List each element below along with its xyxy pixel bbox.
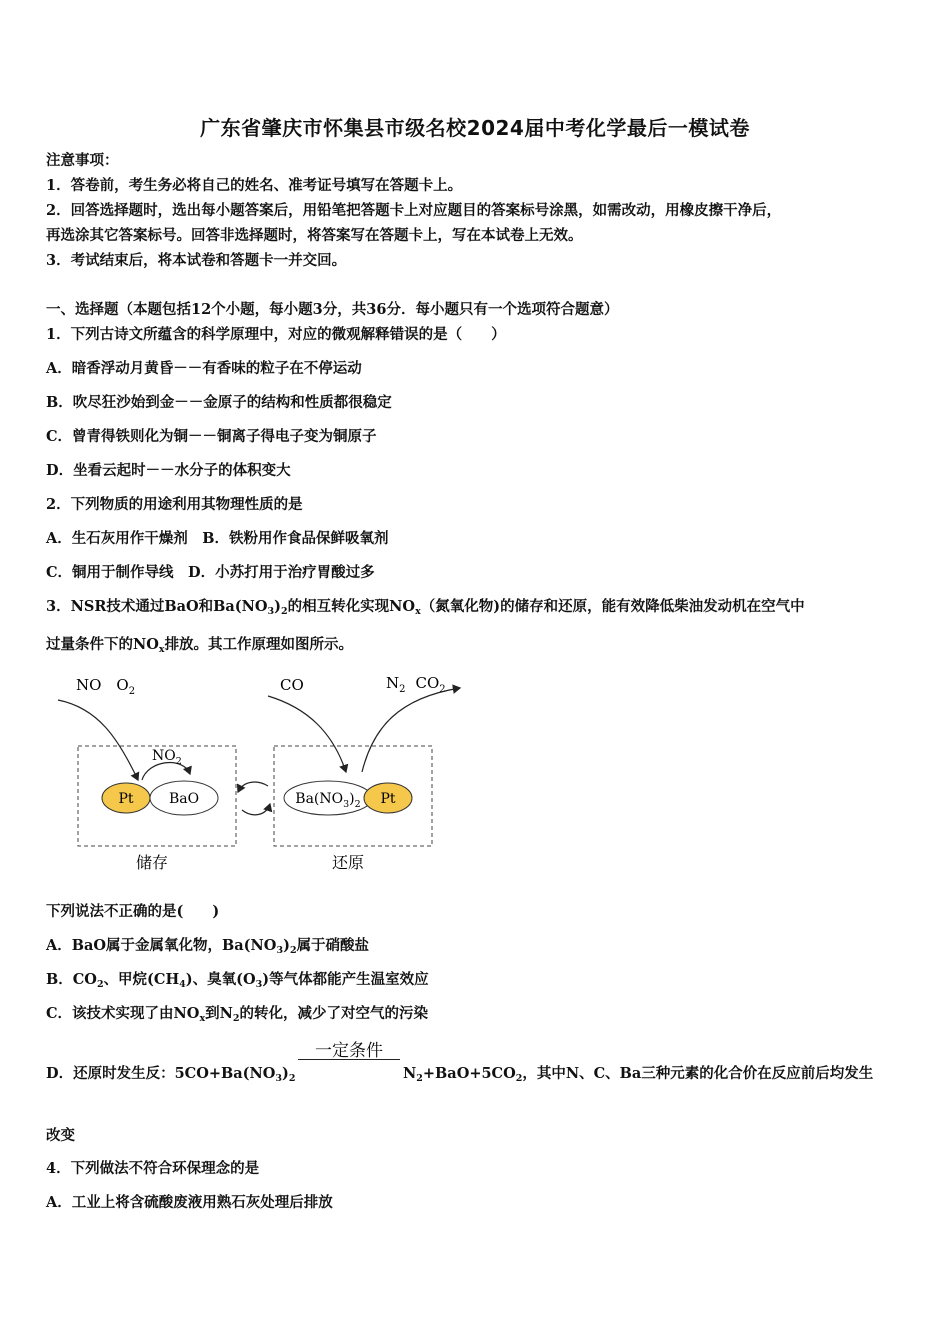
q2-options-row1: A．生石灰用作干燥剂 B．铁粉用作食品保鲜吸氧剂 (46, 530, 389, 547)
cycle-arrow-bottom (242, 804, 270, 815)
q3-option-c: C．该技术实现了由$NO_x$到$N_2$的转化，减少了对空气的污染 (46, 1005, 428, 1024)
q3-ask: 下列说法不正确的是( ) (46, 903, 220, 920)
notice-item: 2．回答选择题时，选出每小题答案后，用铅笔把答题卡上对应题目的答案标号涂黑，如需改动，用橡皮擦干净后， (46, 202, 782, 219)
q1-option-d: D．坐看云起时－－水分子的体积变大 (46, 462, 291, 479)
input-gases-left: NO $O_2$ (76, 676, 136, 697)
bano3-label: $Ba(NO_3)_2$ (295, 791, 361, 810)
page-title: 广东省肇庆市怀集县市级名校2024届中考化学最后一模试卷 (200, 116, 750, 140)
pt-label-right: Pt (380, 791, 396, 807)
notice-heading: 注意事项： (46, 152, 119, 169)
pt-label-left: Pt (118, 791, 134, 807)
q2-options-row2: C．铜用于制作导线 D．小苏打用于治疗胃酸过多 (46, 564, 375, 581)
store-label: 储存 (135, 853, 169, 872)
reaction-condition: 一定条件 (315, 1041, 383, 1061)
section-heading: 一、选择题（本题包括12个小题，每小题3分，共36分．每小题只有一个选项符合题意） (46, 301, 619, 318)
q1-stem: 1．下列古诗文所蕴含的科学原理中，对应的微观解释错误的是（ ） (46, 326, 506, 343)
q3-option-d-cont: 改变 (46, 1127, 75, 1144)
arrow-no2 (142, 763, 190, 780)
notice-item: 3．考试结束后，将本试卷和答题卡一并交回。 (46, 252, 347, 269)
q1-option-b: B．吹尽狂沙始到金－－金原子的结构和性质都很稳定 (46, 394, 392, 411)
q1-option-c: C．曾青得铁则化为铜－－铜离子得电子变为铜原子 (46, 428, 377, 445)
q3-option-d-products: $N_2+BaO+5CO_2$，其中N、C、Ba三种元素的化合价在反应前后均发生 (403, 1065, 874, 1084)
arrow-in-left (58, 700, 138, 780)
q4-option-a: A．工业上将含硫酸废液用熟石灰处理后排放 (46, 1194, 333, 1211)
bao-label: BaO (168, 791, 200, 807)
reaction-arrow-line (298, 1059, 400, 1060)
input-gas-co: CO (280, 676, 304, 694)
arrow-in-co (268, 696, 346, 772)
notice-item: 再选涂其它答案标号。回答非选择题时，将答案写在答题卡上，写在本试卷上无效。 (46, 227, 583, 244)
arrow-out (362, 688, 460, 772)
q3-option-d: D．还原时发生反：$5CO+Ba(NO_3)_2$ (46, 1065, 296, 1084)
notice-item: 1．答卷前，考生务必将自己的姓名、准考证号填写在答题卡上。 (46, 177, 463, 194)
q3-stem-cont: 过量条件下的$NO_x$排放。其工作原理如图所示。 (46, 636, 354, 655)
no2-label: $NO_2$ (152, 748, 182, 767)
q3-option-b: B．$CO_2$、甲烷$(CH_4)$、臭氧$(O_3)$等气体都能产生温室效应 (46, 971, 429, 990)
q2-stem: 2．下列物质的用途利用其物理性质的是 (46, 496, 303, 513)
cycle-arrow-top (238, 782, 268, 792)
q3-stem: 3．NSR技术通过BaO和$Ba(NO_3)_2$的相互转化实现$NO_x$（氮氧化物)的储存和还原，能有效降低柴油发动机在空气中 (46, 598, 805, 617)
output-gases: $N_2$ $CO_2$ (386, 674, 446, 695)
q4-stem: 4．下列做法不符合环保理念的是 (46, 1160, 260, 1177)
q3-option-a: A．BaO属于金属氧化物，$Ba(NO_3)_2$属于硝酸盐 (46, 937, 370, 956)
nsr-diagram (48, 668, 478, 878)
reduce-label: 还原 (331, 853, 365, 872)
q1-option-a: A．暗香浮动月黄昏－－有香味的粒子在不停运动 (46, 360, 362, 377)
